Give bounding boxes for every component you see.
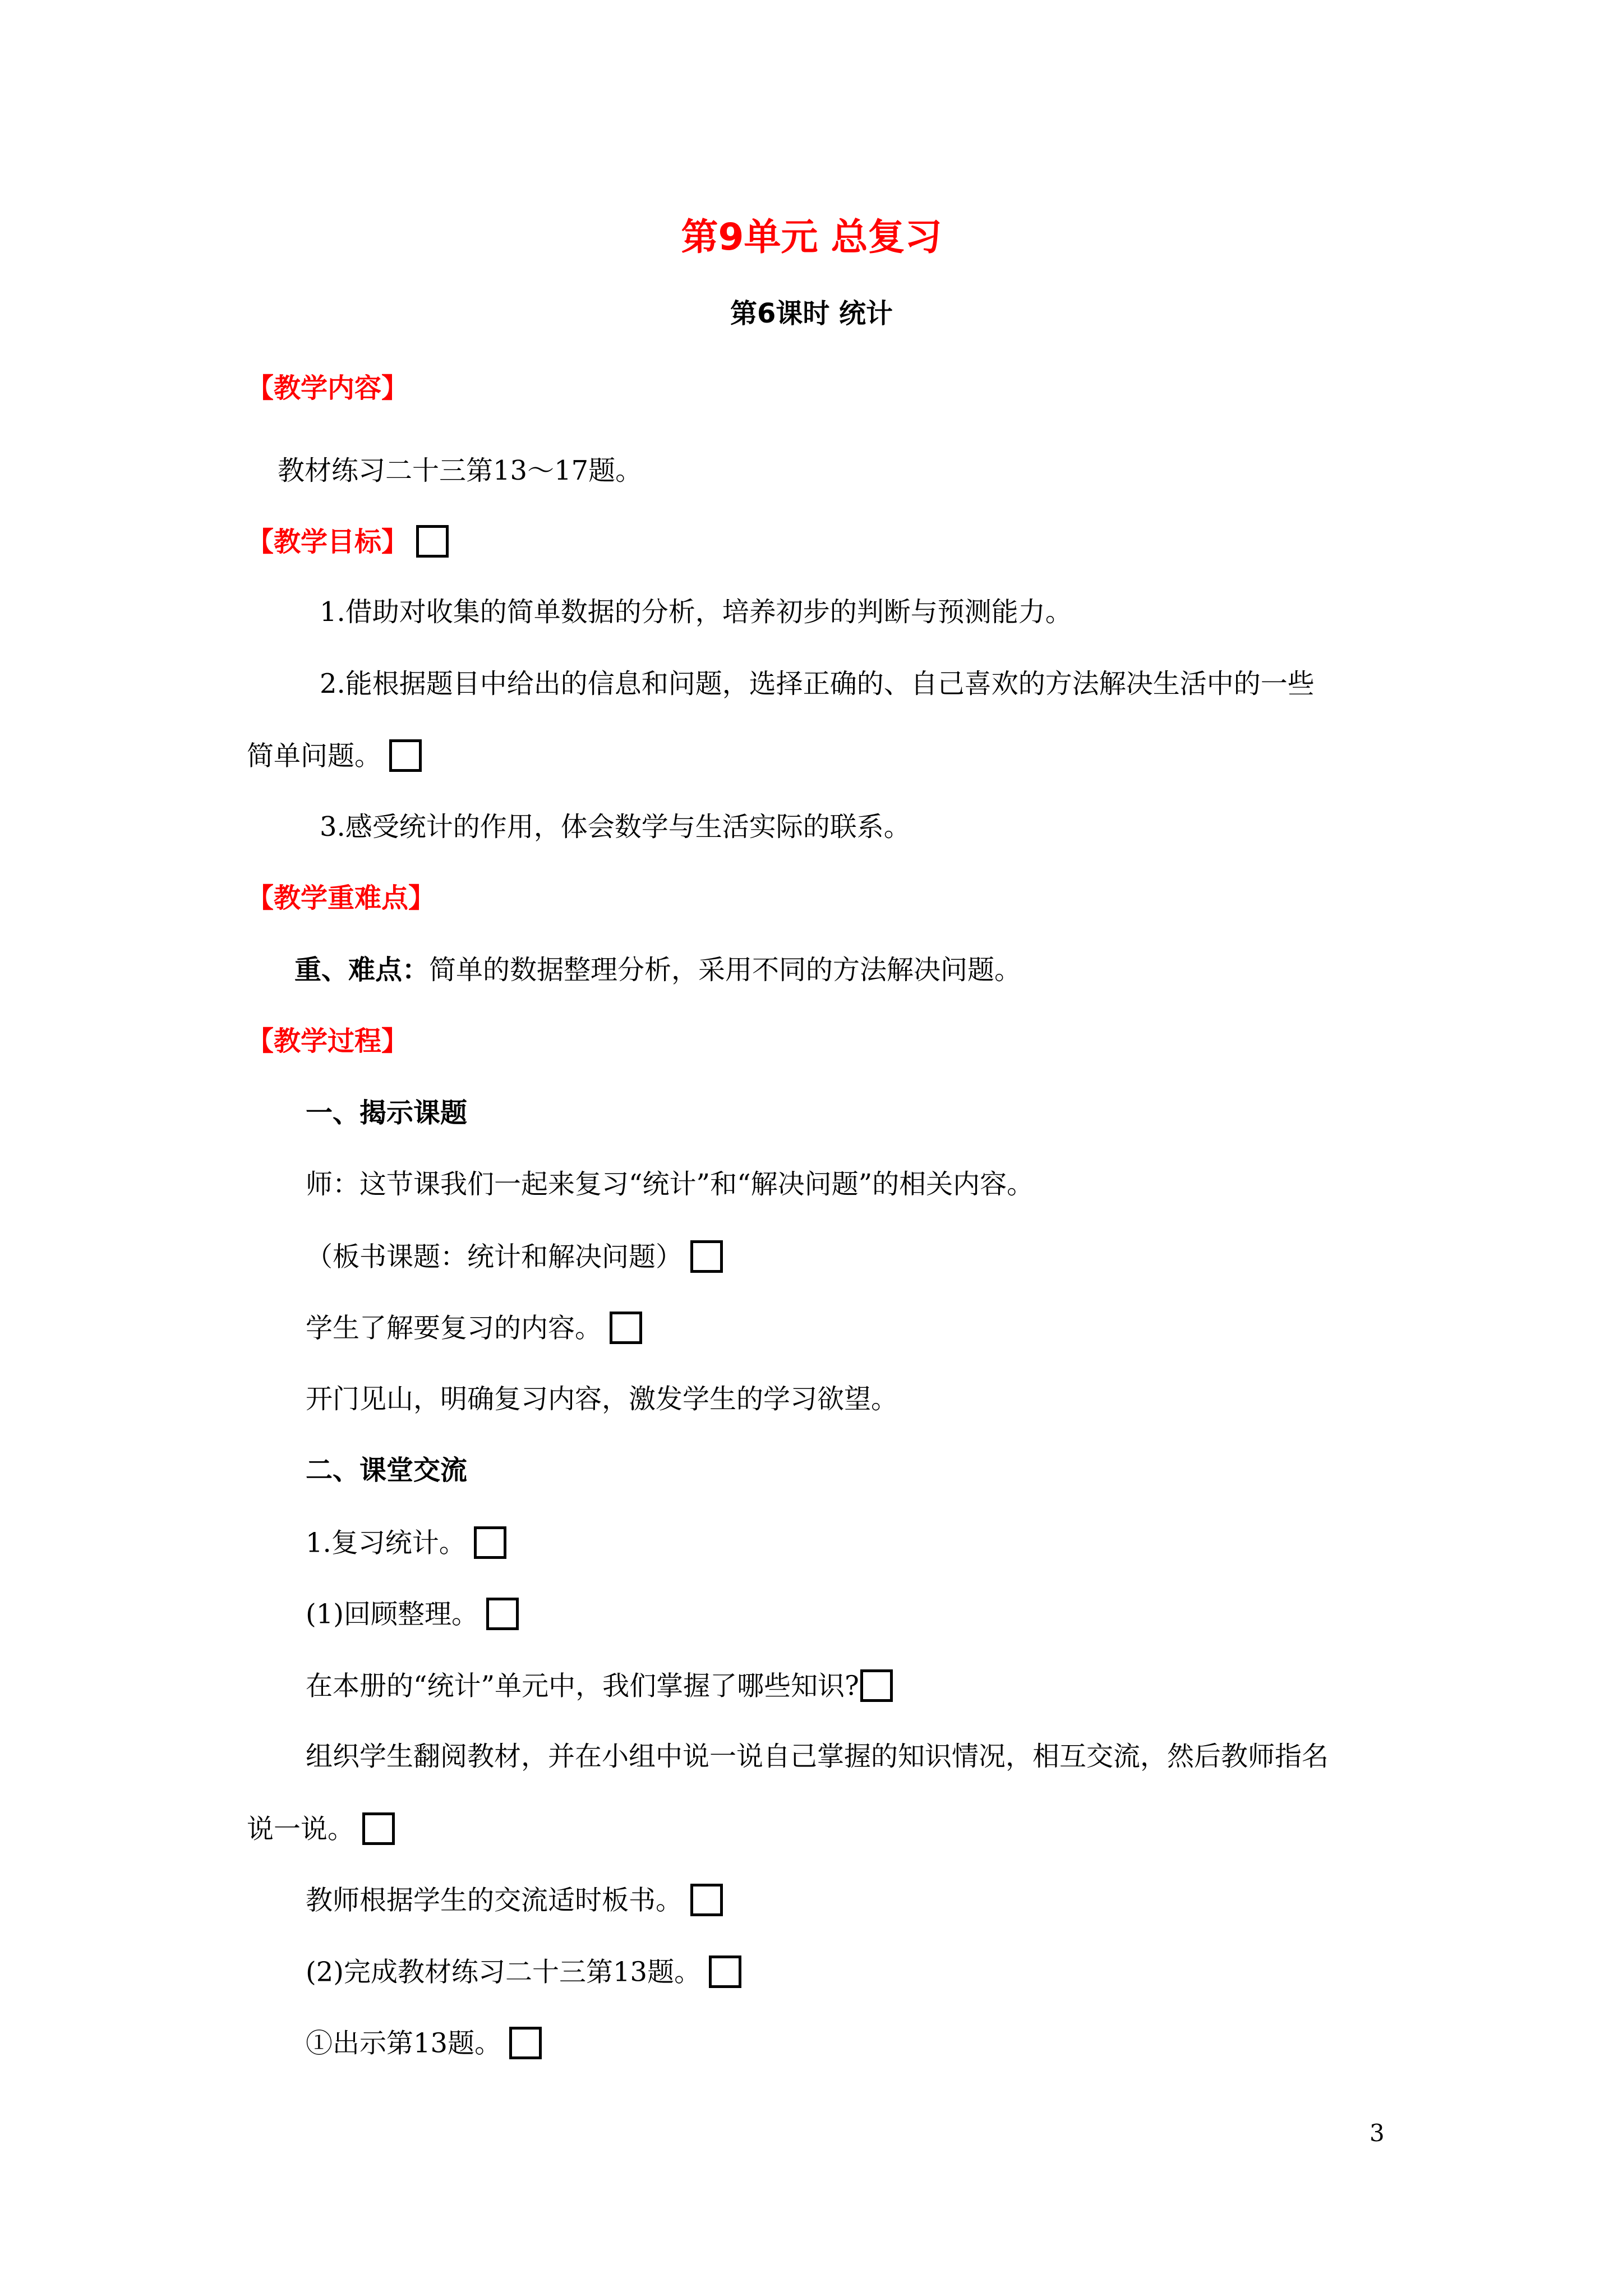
- process-p7-text: 在本册的“统计”单元中，我们掌握了哪些知识?: [306, 1670, 859, 1702]
- checkbox-icon: [486, 1598, 519, 1630]
- goal-2-line1: 2.能根据题目中给出的信息和问题，选择正确的、自己喜欢的方法解决生活中的一些: [320, 668, 1315, 700]
- process-p9: [306, 1886, 723, 1918]
- unit-title: 第9单元 总复习: [681, 215, 942, 259]
- process-p8-text: 说一说。: [247, 1813, 355, 1845]
- checkbox-icon: [709, 1955, 741, 1988]
- checkbox-icon: [610, 1312, 642, 1344]
- section-heading-goals: [247, 527, 449, 560]
- goal-2-text: 简单问题。: [247, 740, 382, 772]
- process-p5: [306, 1529, 506, 1561]
- process-p11-text: ①出示第13题。: [306, 2027, 502, 2059]
- checkbox-icon: [389, 739, 422, 772]
- keypoints-paragraph: [294, 954, 1022, 986]
- process-p3-text: 学生了解要复习的内容。: [306, 1312, 602, 1344]
- process-p2: [306, 1243, 723, 1275]
- process-p9-text: 教师根据学生的交流适时板书。: [306, 1884, 683, 1916]
- goal-1: 1.借助对收集的简单数据的分析，培养初步的判断与预测能力。: [320, 596, 1072, 628]
- keypoints-text: 简单的数据整理分析，采用不同的方法解决问题。: [429, 954, 1022, 986]
- page-number: 3: [1370, 2119, 1385, 2147]
- step2-title: 二、课堂交流: [306, 1455, 468, 1486]
- process-p10: [306, 1958, 741, 1990]
- checkbox-icon: [509, 2027, 542, 2059]
- step1-title: 一、揭示课题: [306, 1097, 468, 1129]
- process-p6: [306, 1600, 519, 1632]
- process-p8-line2: [247, 1815, 395, 1847]
- checkbox-icon: [690, 1884, 723, 1916]
- process-p7: [306, 1672, 893, 1704]
- process-p2-text: （板书课题：统计和解决问题）: [306, 1241, 683, 1273]
- goal-3: 3.感受统计的作用，体会数学与生活实际的联系。: [320, 811, 911, 843]
- checkbox-icon: [416, 525, 449, 558]
- process-p8-line1: 组织学生翻阅教材，并在小组中说一说自己掌握的知识情况，相互交流，然后教师指名: [306, 1741, 1329, 1772]
- checkbox-icon: [690, 1240, 723, 1273]
- process-p1: 师：这节课我们一起来复习“统计”和“解决问题”的相关内容。: [306, 1168, 1034, 1200]
- checkbox-icon: [474, 1526, 506, 1559]
- process-p10-text: (2)完成教材练习二十三第13题。: [306, 1956, 702, 1988]
- keypoints-label: 重、难点：: [294, 954, 430, 986]
- checkbox-icon: [362, 1812, 395, 1845]
- goals-heading-text: 【教学目标】: [247, 526, 409, 558]
- process-p11: [306, 2029, 542, 2062]
- process-p6-text: (1)回顾整理。: [306, 1598, 478, 1630]
- section-heading-content: 【教学内容】: [247, 372, 409, 404]
- process-p5-text: 1.复习统计。: [306, 1527, 466, 1559]
- process-p3: [306, 1314, 642, 1346]
- goal-2-line2: [247, 742, 422, 774]
- checkbox-icon: [860, 1669, 893, 1702]
- section-heading-keypoints: 【教学重难点】: [247, 882, 436, 914]
- lesson-subtitle: 第6课时 统计: [730, 298, 893, 329]
- content-text: 教材练习二十三第13～17题。: [278, 455, 643, 486]
- process-p4: 开门见山，明确复习内容，激发学生的学习欲望。: [306, 1383, 898, 1415]
- section-heading-process: 【教学过程】: [247, 1025, 409, 1057]
